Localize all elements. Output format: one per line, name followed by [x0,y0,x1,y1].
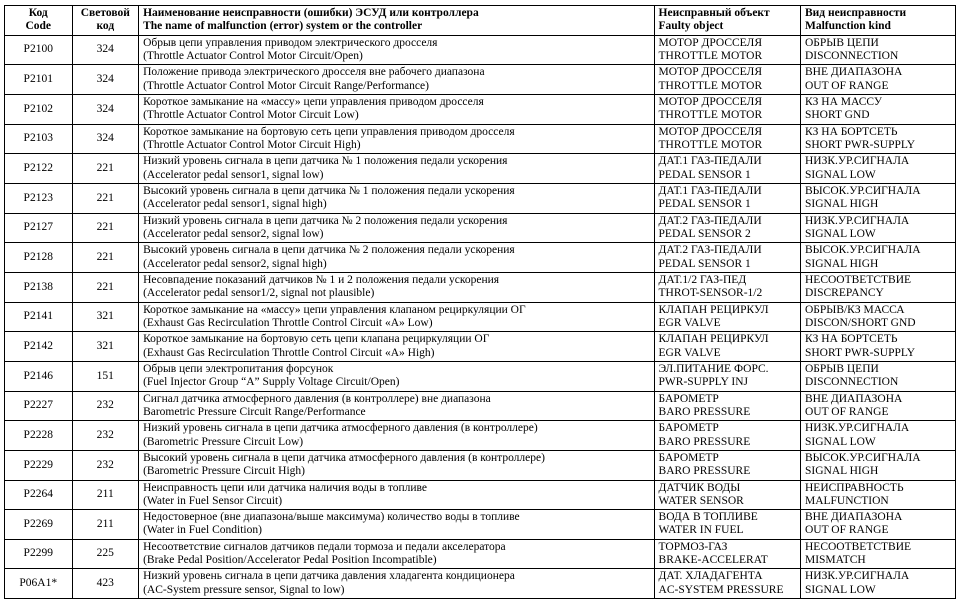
header-code-en: Code [25,20,52,33]
cell-faulty-object [654,332,800,362]
header-name-en: The name of malfunction (error) system or the controller [143,20,423,33]
malfunction-kind-ru: НЕСООТВЕТСТВИЕ [804,540,912,553]
faulty-object-ru: МОТОР ДРОССЕЛЯ [658,36,763,49]
cell-malfunction-kind [800,361,955,391]
cell-malfunction-name [139,480,654,510]
malfunction-name-ru: Положение привода электрического дросселя вне рабочего диапазона [143,66,485,79]
faulty-object-en: PEDAL SENSOR 2 [658,227,751,240]
faulty-object-ru: МОТОР ДРОССЕЛЯ [658,66,763,79]
cell-malfunction-kind [800,510,955,540]
cell-dtc-code: P2146 [5,361,73,391]
table-row [5,243,956,273]
cell-malfunction-name [139,391,654,421]
faulty-object-en: THROTTLE MOTOR [658,49,763,62]
cell-malfunction-kind [800,421,955,451]
cell-dtc-code: P2101 [5,65,73,95]
malfunction-kind-en: DISCONNECTION [804,49,899,62]
malfunction-name-en: (Accelerator pedal sensor2, signal high) [143,257,327,270]
malfunction-kind-en: SIGNAL LOW [804,227,876,240]
table-row [5,480,956,510]
cell-light-code: 225 [72,539,139,569]
faulty-object-ru: ТОРМОЗ-ГАЗ [658,540,728,553]
cell-faulty-object [654,272,800,302]
malfunction-kind-en: SIGNAL HIGH [804,465,879,478]
malfunction-kind-en: SIGNAL LOW [804,435,876,448]
malfunction-kind-ru: ВЫСОК.УР.СИГНАЛА [804,451,921,464]
cell-faulty-object [654,154,800,184]
faulty-object-en: PEDAL SENSOR 1 [658,198,751,211]
faulty-object-ru: БАРОМЕТР [658,392,719,405]
cell-malfunction-name [139,450,654,480]
cell-light-code: 221 [72,213,139,243]
header-object-en: Faulty object [658,20,724,33]
cell-faulty-object [654,124,800,154]
cell-malfunction-kind [800,332,955,362]
cell-malfunction-name [139,35,654,65]
cell-malfunction-name [139,213,654,243]
header-code-ru: Код [28,7,48,19]
cell-dtc-code: P2229 [5,450,73,480]
cell-malfunction-kind [800,539,955,569]
table-row [5,569,956,599]
cell-malfunction-name [139,243,654,273]
cell-faulty-object [654,421,800,451]
malfunction-kind-ru: ОБРЫВ ЦЕПИ [804,362,879,375]
malfunction-name-ru: Короткое замыкание на бортовую сеть цепи клапана рециркуляции ОГ [143,333,490,346]
malfunction-kind-en: SIGNAL HIGH [804,257,879,270]
col-header-faulty-object [654,6,800,36]
malfunction-name-en: (Throttle Actuator Control Motor Circuit Range/Performance) [143,79,429,92]
malfunction-kind-ru: КЗ НА МАССУ [804,95,883,108]
malfunction-kind-ru: ВНЕ ДИАПАЗОНА [804,511,903,524]
cell-light-code: 324 [72,65,139,95]
malfunction-kind-ru: ОБРЫВ ЦЕПИ [804,36,879,49]
table-row [5,361,956,391]
cell-light-code: 232 [72,391,139,421]
cell-light-code: 151 [72,361,139,391]
cell-dtc-code: P2299 [5,539,73,569]
malfunction-kind-en: SIGNAL HIGH [804,198,879,211]
malfunction-kind-ru: ВЫСОК.УР.СИГНАЛА [804,244,921,257]
cell-dtc-code: P2127 [5,213,73,243]
cell-dtc-code: P06A1* [5,569,73,599]
malfunction-name-en: (Brake Pedal Position/Accelerator Pedal Position Incompatible) [143,554,437,567]
cell-light-code: 232 [72,421,139,451]
cell-malfunction-name [139,539,654,569]
header-light-line1: Световой [80,7,130,19]
malfunction-name-en: (Throttle Actuator Control Motor Circuit Low) [143,109,359,122]
cell-dtc-code: P2142 [5,332,73,362]
cell-faulty-object [654,213,800,243]
malfunction-name-ru: Обрыв цепи управления приводом электрического дросселя [143,36,438,49]
cell-malfunction-kind [800,272,955,302]
faulty-object-ru: ДАТ.1 ГАЗ-ПЕДАЛИ [658,155,762,168]
cell-malfunction-kind [800,302,955,332]
malfunction-name-en: (Accelerator pedal sensor1/2, signal not plausible) [143,287,375,300]
cell-malfunction-kind [800,391,955,421]
table-row [5,154,956,184]
cell-malfunction-name [139,94,654,124]
malfunction-kind-en: SIGNAL LOW [804,168,876,181]
malfunction-name-en: (Water in Fuel Condition) [143,524,262,537]
col-header-malfunction-name [139,6,654,36]
cell-dtc-code: P2123 [5,183,73,213]
malfunction-kind-ru: НИЗК.УР.СИГНАЛА [804,214,910,227]
cell-malfunction-kind [800,243,955,273]
cell-malfunction-kind [800,569,955,599]
cell-malfunction-kind [800,124,955,154]
cell-light-code: 211 [72,480,139,510]
cell-faulty-object [654,35,800,65]
faulty-object-en: BARO PRESSURE [658,435,751,448]
cell-malfunction-name [139,302,654,332]
faulty-object-en: THROT-SENSOR-1/2 [658,287,763,300]
cell-faulty-object [654,302,800,332]
cell-dtc-code: P2102 [5,94,73,124]
table-row [5,65,956,95]
malfunction-name-en: (Throttle Actuator Control Motor Circuit/Open) [143,49,363,62]
table-row [5,94,956,124]
malfunction-kind-en: MISMATCH [804,554,866,567]
cell-light-code: 321 [72,302,139,332]
malfunction-name-ru: Короткое замыкание на «массу» цепи управления приводом дросселя [143,95,484,108]
table-row [5,510,956,540]
cell-faulty-object [654,569,800,599]
table-body [5,35,956,598]
malfunction-name-ru: Недостоверное (вне диапазона/выше максимума) количество воды в топливе [143,511,520,524]
cell-faulty-object [654,391,800,421]
malfunction-name-ru: Низкий уровень сигнала в цепи датчика № 2 положения педали ускорения [143,214,508,227]
header-kind-ru: Вид неисправности [804,7,907,19]
faulty-object-en: EGR VALVE [658,316,721,329]
faulty-object-en: BRAKE-ACCELERAT [658,554,768,567]
faulty-object-en: WATER SENSOR [658,494,744,507]
faulty-object-ru: ДАТЧИК ВОДЫ [658,481,741,494]
col-header-code [5,6,73,36]
malfunction-name-en: (AC-System pressure sensor, Signal to low) [143,583,345,596]
header-object-ru: Неисправный объект [658,7,770,19]
malfunction-name-ru: Короткое замыкание на «массу» цепи управления клапаном рециркуляции ОГ [143,303,526,316]
table-row [5,213,956,243]
cell-light-code: 423 [72,569,139,599]
cell-dtc-code: P2269 [5,510,73,540]
faulty-object-ru: ДАТ. ХЛАДАГЕНТА [658,570,763,583]
cell-light-code: 221 [72,183,139,213]
malfunction-name-en: (Exhaust Gas Recirculation Throttle Control Circuit «A» High) [143,346,435,359]
malfunction-kind-en: OUT OF RANGE [804,405,889,418]
malfunction-kind-en: DISCREPANCY [804,287,884,300]
faulty-object-en: BARO PRESSURE [658,465,751,478]
header-kind-en: Malfunction kind [804,20,891,33]
faulty-object-en: THROTTLE MOTOR [658,79,763,92]
malfunction-kind-en: MALFUNCTION [804,494,889,507]
dtc-table [4,5,956,599]
cell-light-code: 221 [72,272,139,302]
cell-dtc-code: P2228 [5,421,73,451]
malfunction-name-ru: Высокий уровень сигнала в цепи датчика атмосферного давления (в контроллере) [143,451,545,464]
cell-light-code: 221 [72,243,139,273]
cell-malfunction-kind [800,35,955,65]
faulty-object-ru: ВОДА В ТОПЛИВЕ [658,511,758,524]
malfunction-kind-ru: КЗ НА БОРТСЕТЬ [804,125,898,138]
malfunction-name-en: Barometric Pressure Circuit Range/Performance [143,405,366,418]
cell-light-code: 324 [72,124,139,154]
faulty-object-ru: ДАТ.2 ГАЗ-ПЕДАЛИ [658,244,762,257]
faulty-object-en: WATER IN FUEL [658,524,744,537]
malfunction-kind-ru: ВЫСОК.УР.СИГНАЛА [804,184,921,197]
cell-malfunction-kind [800,94,955,124]
cell-faulty-object [654,480,800,510]
cell-malfunction-name [139,272,654,302]
malfunction-kind-ru: НЕСООТВЕТСТВИЕ [804,273,912,286]
malfunction-name-ru: Сигнал датчика атмосферного давления (в контроллере) вне диапазона [143,392,491,405]
cell-malfunction-name [139,361,654,391]
cell-malfunction-name [139,65,654,95]
cell-faulty-object [654,94,800,124]
header-light-line2: код [96,20,115,33]
malfunction-kind-en: DISCONNECTION [804,376,899,389]
malfunction-kind-ru: НИЗК.УР.СИГНАЛА [804,422,910,435]
cell-faulty-object [654,539,800,569]
faulty-object-ru: ДАТ.2 ГАЗ-ПЕДАЛИ [658,214,762,227]
malfunction-kind-ru: ВНЕ ДИАПАЗОНА [804,66,903,79]
cell-faulty-object [654,243,800,273]
cell-malfunction-kind [800,183,955,213]
malfunction-name-en: (Barometric Pressure Circuit High) [143,465,305,478]
col-header-malfunction-kind [800,6,955,36]
cell-faulty-object [654,450,800,480]
table-row [5,302,956,332]
faulty-object-ru: КЛАПАН РЕЦИРКУЛ [658,333,769,346]
faulty-object-en: PEDAL SENSOR 1 [658,257,751,270]
faulty-object-en: THROTTLE MOTOR [658,138,763,151]
malfunction-name-ru: Низкий уровень сигнала в цепи датчика № 1 положения педали ускорения [143,155,508,168]
cell-dtc-code: P2264 [5,480,73,510]
table-row [5,421,956,451]
malfunction-name-en: (Throttle Actuator Control Motor Circuit High) [143,138,361,151]
cell-malfunction-kind [800,65,955,95]
malfunction-kind-en: SHORT PWR-SUPPLY [804,346,916,359]
faulty-object-en: AC-SYSTEM PRESSURE [658,583,784,596]
malfunction-name-ru: Обрыв цепи электропитания форсунок [143,362,334,375]
faulty-object-ru: БАРОМЕТР [658,451,719,464]
table-row [5,183,956,213]
malfunction-name-en: (Fuel Injector Group “A” Supply Voltage Circuit/Open) [143,376,400,389]
faulty-object-en: THROTTLE MOTOR [658,109,763,122]
malfunction-name-ru: Низкий уровень сигнала в цепи датчика давления хладагента кондиционера [143,570,515,583]
cell-light-code: 321 [72,332,139,362]
malfunction-kind-ru: НИЗК.УР.СИГНАЛА [804,155,910,168]
cell-malfunction-kind [800,154,955,184]
malfunction-kind-ru: КЗ НА БОРТСЕТЬ [804,333,898,346]
malfunction-kind-en: SIGNAL LOW [804,583,876,596]
cell-light-code: 232 [72,450,139,480]
malfunction-kind-en: OUT OF RANGE [804,524,889,537]
table-row [5,391,956,421]
table-row [5,272,956,302]
cell-dtc-code: P2100 [5,35,73,65]
cell-malfunction-name [139,183,654,213]
faulty-object-ru: БАРОМЕТР [658,422,719,435]
malfunction-name-ru: Высокий уровень сигнала в цепи датчика № 2 положения педали ускорения [143,244,515,257]
malfunction-name-ru: Короткое замыкание на бортовую сеть цепи управления приводом дросселя [143,125,515,138]
faulty-object-ru: КЛАПАН РЕЦИРКУЛ [658,303,769,316]
cell-light-code: 324 [72,94,139,124]
faulty-object-ru: МОТОР ДРОССЕЛЯ [658,95,763,108]
malfunction-name-ru: Несоответствие сигналов датчиков педали тормоза и педали акселератора [143,540,506,553]
cell-malfunction-kind [800,480,955,510]
cell-malfunction-kind [800,450,955,480]
cell-faulty-object [654,65,800,95]
malfunction-kind-ru: ОБРЫВ/КЗ МАССА [804,303,905,316]
faulty-object-ru: ДАТ.1 ГАЗ-ПЕДАЛИ [658,184,762,197]
malfunction-kind-en: SHORT GND [804,109,870,122]
cell-malfunction-name [139,124,654,154]
cell-light-code: 211 [72,510,139,540]
malfunction-kind-ru: ВНЕ ДИАПАЗОНА [804,392,903,405]
header-row [5,6,956,36]
cell-malfunction-name [139,569,654,599]
cell-dtc-code: P2103 [5,124,73,154]
cell-malfunction-name [139,332,654,362]
cell-malfunction-name [139,421,654,451]
cell-light-code: 324 [72,35,139,65]
malfunction-name-en: (Water in Fuel Sensor Circuit) [143,494,283,507]
cell-dtc-code: P2141 [5,302,73,332]
faulty-object-en: PEDAL SENSOR 1 [658,168,751,181]
malfunction-name-en: (Exhaust Gas Recirculation Throttle Control Circuit «A» Low) [143,316,433,329]
cell-malfunction-kind [800,213,955,243]
cell-malfunction-name [139,510,654,540]
faulty-object-en: BARO PRESSURE [658,405,751,418]
malfunction-name-en: (Accelerator pedal sensor2, signal low) [143,227,324,240]
faulty-object-ru: ЭЛ.ПИТАНИЕ ФОРС. [658,362,769,375]
cell-dtc-code: P2128 [5,243,73,273]
malfunction-kind-en: DISCON/SHORT GND [804,316,916,329]
cell-faulty-object [654,510,800,540]
cell-dtc-code: P2227 [5,391,73,421]
malfunction-name-en: (Barometric Pressure Circuit Low) [143,435,304,448]
header-name-ru: Наименование неисправности (ошибки) ЭСУД или контроллера [143,7,479,19]
table-row [5,332,956,362]
table-row [5,450,956,480]
table-row [5,124,956,154]
cell-faulty-object [654,183,800,213]
malfunction-kind-en: OUT OF RANGE [804,79,889,92]
malfunction-name-ru: Высокий уровень сигнала в цепи датчика № 1 положения педали ускорения [143,184,515,197]
faulty-object-ru: МОТОР ДРОССЕЛЯ [658,125,763,138]
faulty-object-ru: ДАТ.1/2 ГАЗ-ПЕД [658,273,747,286]
cell-dtc-code: P2122 [5,154,73,184]
malfunction-kind-ru: НЕИСПРАВНОСТЬ [804,481,904,494]
cell-light-code: 221 [72,154,139,184]
faulty-object-en: EGR VALVE [658,346,721,359]
cell-malfunction-name [139,154,654,184]
malfunction-name-ru: Низкий уровень сигнала в цепи датчика атмосферного давления (в контроллере) [143,422,538,435]
col-header-light-code [72,6,139,36]
malfunction-kind-en: SHORT PWR-SUPPLY [804,138,916,151]
malfunction-name-en: (Accelerator pedal sensor1, signal low) [143,168,324,181]
table-row [5,35,956,65]
faulty-object-en: PWR-SUPPLY INJ [658,376,749,389]
malfunction-name-ru: Неисправность цепи или датчика наличия воды в топливе [143,481,428,494]
cell-faulty-object [654,361,800,391]
cell-dtc-code: P2138 [5,272,73,302]
table-row [5,539,956,569]
malfunction-kind-ru: НИЗК.УР.СИГНАЛА [804,570,910,583]
malfunction-name-ru: Несовпадение показаний датчиков № 1 и 2 положения педали ускорения [143,273,500,286]
malfunction-name-en: (Accelerator pedal sensor1, signal high) [143,198,327,211]
